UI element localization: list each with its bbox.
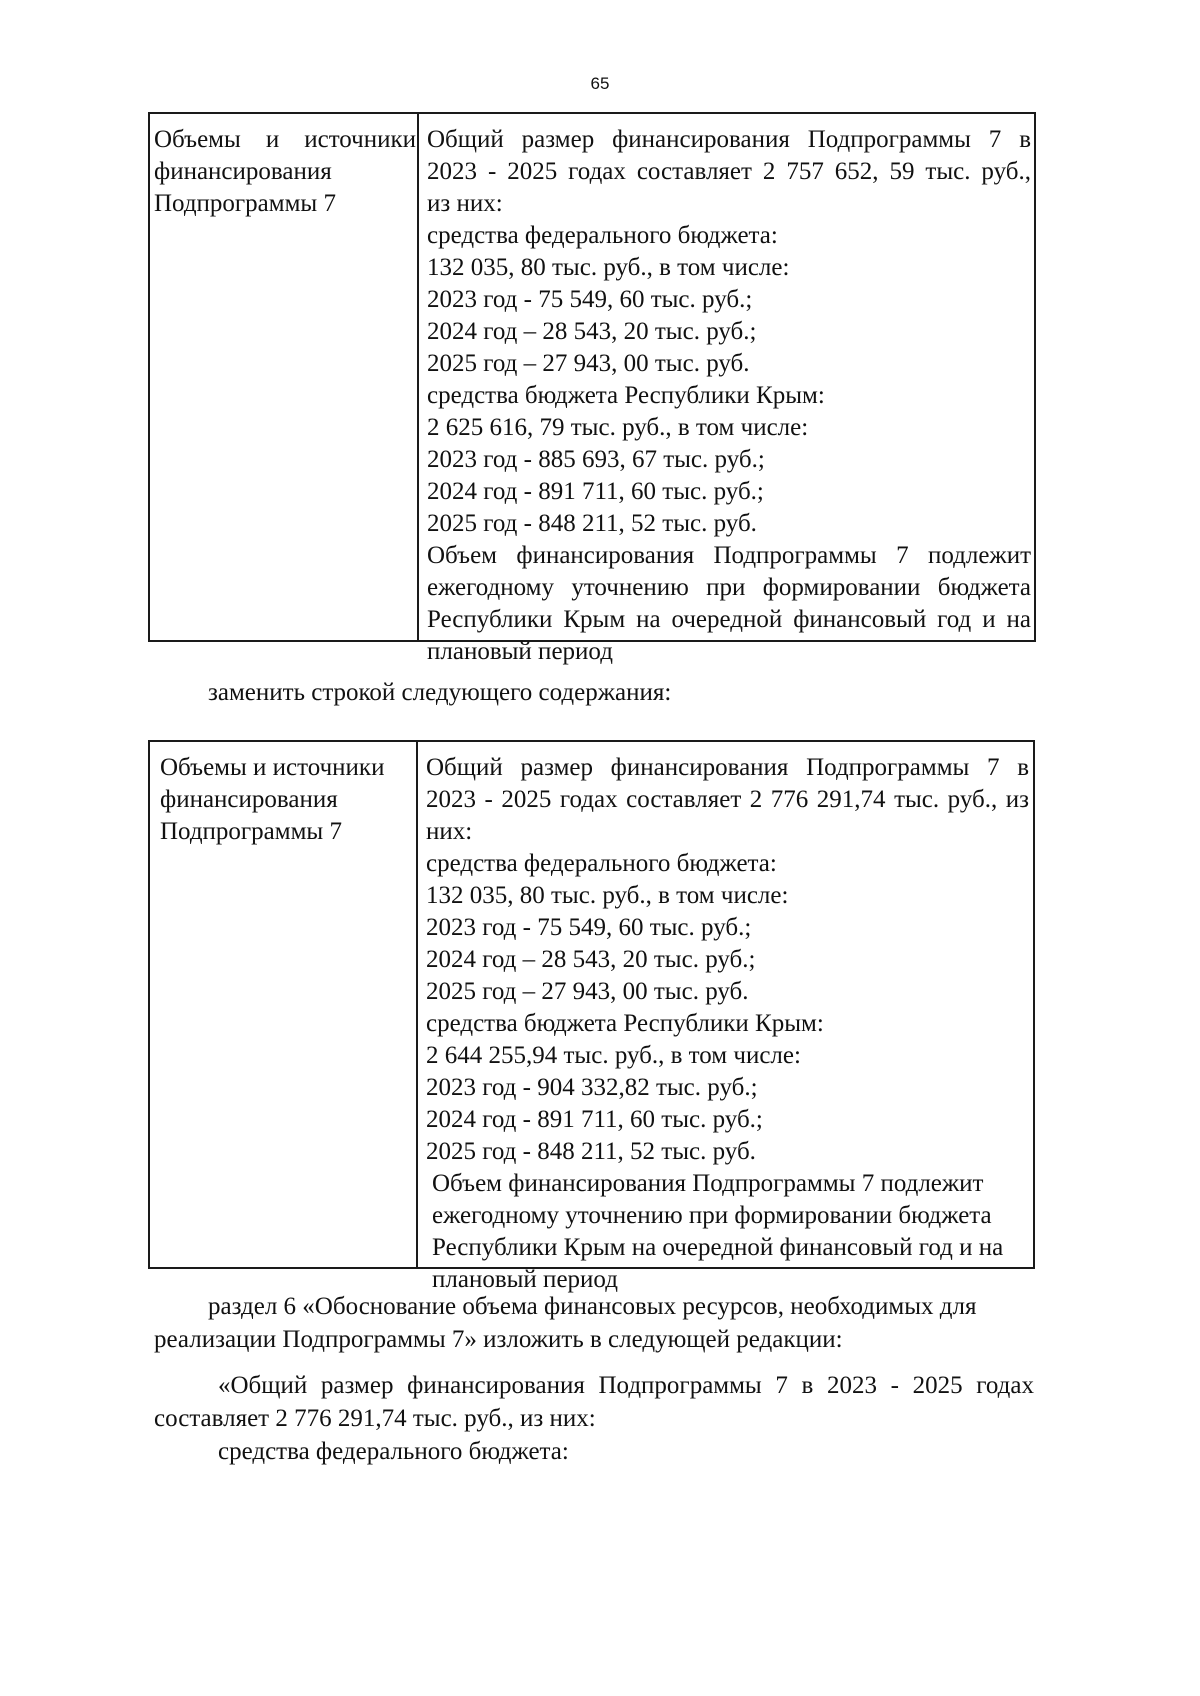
content-line: плановый период	[432, 1266, 618, 1293]
content-line: Объем финансирования Подпрограммы 7 подлежит	[432, 1170, 984, 1197]
old-row-content	[427, 124, 1031, 668]
content-line: 132 035, 80 тыс. руб., в том числе:	[426, 882, 789, 909]
quote-line: «Общий размер финансирования Подпрограммы 7 в 2023 - 2025 годах	[218, 1372, 1034, 1399]
table-column-divider	[416, 742, 418, 1267]
label-line: финансирования	[160, 786, 338, 813]
content-line: 2024 год - 891 711, 60 тыс. руб.;	[427, 478, 764, 505]
label-line: Подпрограммы 7	[154, 190, 336, 217]
content-line: 2023 год - 75 549, 60 тыс. руб.;	[427, 286, 753, 313]
quoted-text	[154, 1369, 1034, 1468]
replace-intro: заменить строкой следующего содержания:	[208, 679, 672, 706]
label-line: финансирования	[154, 158, 332, 185]
content-line: Республики Крым на очередной финансовый год и на	[427, 606, 1031, 633]
content-line: Общий размер финансирования Подпрограммы 7 в	[427, 126, 1031, 153]
content-line: плановый период	[427, 638, 613, 665]
table-column-divider	[417, 114, 419, 640]
label-line: Объемы и источники	[160, 754, 385, 781]
content-line: из них:	[427, 190, 503, 217]
content-line: средства бюджета Республики Крым:	[426, 1010, 824, 1037]
new-row-content	[426, 752, 1029, 1296]
section6-line: реализации Подпрограммы 7» изложить в следующей редакции:	[154, 1326, 843, 1353]
page-number: 65	[590, 74, 610, 93]
section6-line: раздел 6 «Обоснование объема финансовых ресурсов, необходимых для	[208, 1293, 977, 1320]
section6-instruction	[154, 1290, 1034, 1356]
content-line: них:	[426, 818, 473, 845]
quote-line: средства федерального бюджета:	[218, 1438, 569, 1465]
content-line: 2024 год – 28 543, 20 тыс. руб.;	[426, 946, 756, 973]
content-line: 2025 год – 27 943, 00 тыс. руб.	[426, 978, 749, 1005]
content-line: Объем финансирования Подпрограммы 7 подлежит	[427, 542, 1031, 569]
content-line: 2023 год - 904 332,82 тыс. руб.;	[426, 1074, 758, 1101]
content-line: 2025 год - 848 211, 52 тыс. руб.	[426, 1138, 756, 1165]
content-line: 2024 год – 28 543, 20 тыс. руб.;	[427, 318, 757, 345]
new-row-label	[160, 752, 410, 848]
quote-line: составляет 2 776 291,74 тыс. руб., из них:	[154, 1405, 596, 1432]
content-line: 2024 год - 891 711, 60 тыс. руб.;	[426, 1106, 763, 1133]
content-line: средства бюджета Республики Крым:	[427, 382, 825, 409]
content-line: средства федерального бюджета:	[427, 222, 778, 249]
content-line: 2 644 255,94 тыс. руб., в том числе:	[426, 1042, 801, 1069]
content-line: 2023 год - 885 693, 67 тыс. руб.;	[427, 446, 765, 473]
content-line: Общий размер финансирования Подпрограммы 7 в	[426, 754, 1029, 781]
content-line: 2023 год - 75 549, 60 тыс. руб.;	[426, 914, 752, 941]
old-row-label	[154, 124, 416, 220]
content-line: 2025 год - 848 211, 52 тыс. руб.	[427, 510, 757, 537]
label-line: Подпрограммы 7	[160, 818, 342, 845]
content-line: 132 035, 80 тыс. руб., в том числе:	[427, 254, 790, 281]
content-line: Республики Крым на очередной финансовый год и на	[432, 1234, 1004, 1261]
content-line: 2 625 616, 79 тыс. руб., в том числе:	[427, 414, 809, 441]
content-line: 2023 - 2025 годах составляет 2 776 291,74 тыс. руб., из	[426, 786, 1029, 813]
content-line: ежегодному уточнению при формировании бюджета	[427, 574, 1031, 601]
label-line: Объемы и источники	[154, 126, 416, 153]
content-line: ежегодному уточнению при формировании бюджета	[432, 1202, 992, 1229]
content-line: 2025 год – 27 943, 00 тыс. руб.	[427, 350, 750, 377]
content-line: 2023 - 2025 годах составляет 2 757 652, 59 тыс. руб.,	[427, 158, 1031, 185]
content-line: средства федерального бюджета:	[426, 850, 777, 877]
